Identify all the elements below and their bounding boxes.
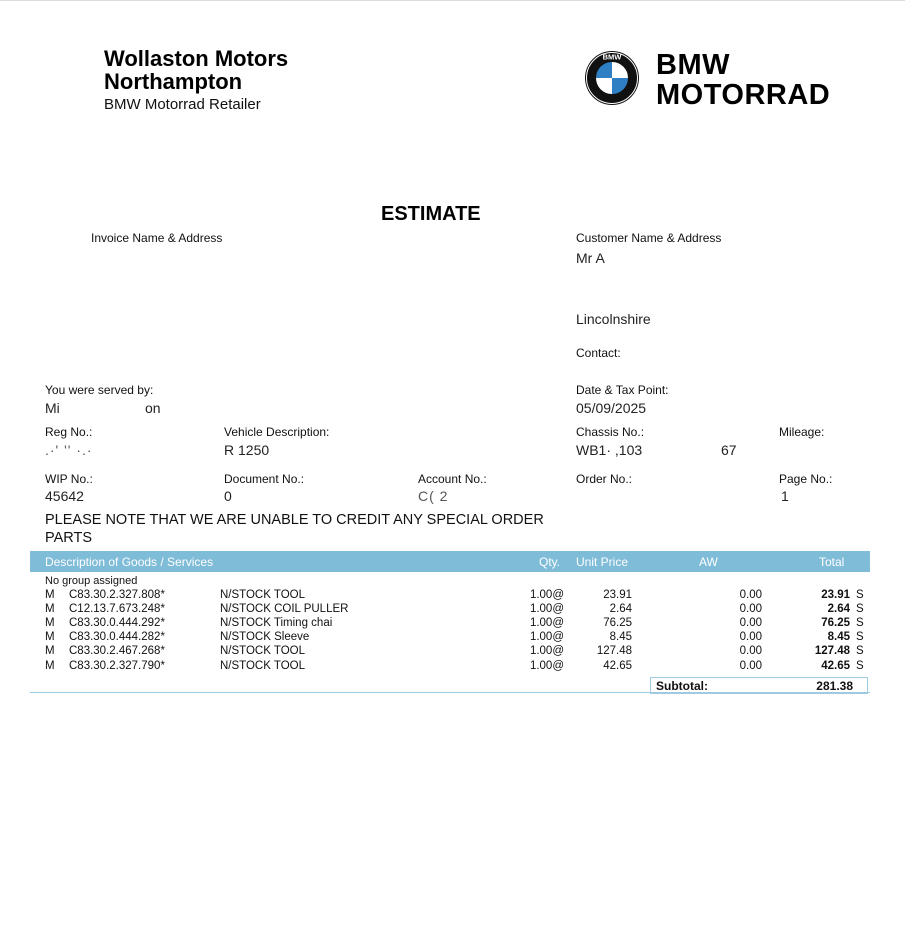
- reg-value: .·' '' ·.·: [45, 442, 93, 458]
- row-unit-price: 8.45: [609, 631, 632, 643]
- reg-label: Reg No.:: [45, 425, 93, 439]
- row-type: M: [45, 660, 55, 672]
- row-unit-price: 23.91: [603, 589, 632, 601]
- row-description: N/STOCK TOOL: [220, 589, 305, 601]
- items-table-header: [30, 551, 870, 572]
- customer-name: Mr A: [576, 250, 605, 266]
- top-border: [0, 0, 905, 1]
- header-aw: AW: [699, 555, 718, 569]
- row-part-no: C83.30.2.327.808*: [69, 589, 165, 601]
- row-vat-code: S: [856, 631, 864, 643]
- dealer-name-line1: Wollaston Motors: [104, 46, 289, 71]
- row-unit-price: 127.48: [596, 645, 632, 657]
- vehicle-value: R 1250: [224, 442, 270, 458]
- row-aw: 0.00: [739, 631, 762, 643]
- chassis-value: WB1· ,103: [576, 442, 643, 458]
- row-total: 8.45: [827, 631, 850, 643]
- row-aw: 0.00: [739, 645, 762, 657]
- row-description: N/STOCK Timing chai: [220, 617, 333, 629]
- chassis-value-tail: 67: [721, 442, 737, 458]
- chassis-label: Chassis No.:: [576, 425, 645, 439]
- row-total: 2.64: [827, 603, 850, 615]
- row-vat-code: S: [856, 603, 864, 615]
- table-row: [0, 603, 905, 617]
- document-title: ESTIMATE: [381, 203, 481, 225]
- account-value: C( 2: [418, 488, 449, 504]
- row-unit-price: 2.64: [609, 603, 632, 615]
- header-unit-price: Unit Price: [576, 555, 629, 569]
- dealer-subtitle: BMW Motorrad Retailer: [104, 96, 261, 113]
- row-total: 127.48: [814, 645, 850, 657]
- row-unit-price: 42.65: [603, 660, 632, 672]
- row-aw: 0.00: [739, 603, 762, 615]
- row-aw: 0.00: [739, 660, 762, 672]
- row-part-no: C83.30.2.327.790*: [69, 660, 165, 672]
- row-type: M: [45, 645, 55, 657]
- row-total: 76.25: [821, 617, 850, 629]
- row-type: M: [45, 589, 55, 601]
- row-total: 42.65: [821, 660, 850, 672]
- row-vat-code: S: [856, 660, 864, 672]
- customer-address-label: Customer Name & Address: [576, 231, 722, 245]
- served-by-label: You were served by:: [45, 383, 154, 397]
- row-aw: 0.00: [739, 589, 762, 601]
- page-value: 1: [781, 488, 789, 504]
- row-part-no: C83.30.0.444.282*: [69, 631, 165, 643]
- row-type: M: [45, 617, 55, 629]
- date-value: 05/09/2025: [576, 400, 647, 416]
- row-description: N/STOCK Sleeve: [220, 631, 310, 643]
- table-row: [0, 589, 905, 603]
- row-qty: 1.00@: [529, 603, 564, 615]
- row-vat-code: S: [856, 617, 864, 629]
- row-qty: 1.00@: [529, 660, 564, 672]
- bmw-roundel-letters: BMW: [602, 52, 622, 62]
- row-qty: 1.00@: [529, 617, 564, 629]
- subtotal-box: [650, 677, 868, 694]
- wip-label: WIP No.:: [45, 472, 93, 486]
- notice-line1: PLEASE NOTE THAT WE ARE UNABLE TO CREDIT ANY SPECIAL ORDER: [45, 512, 544, 528]
- served-by-value-tail: on: [145, 400, 161, 416]
- table-row: [0, 645, 905, 659]
- table-row: [0, 617, 905, 631]
- document-no-value: 0: [224, 488, 232, 504]
- row-type: M: [45, 631, 55, 643]
- row-unit-price: 76.25: [603, 617, 632, 629]
- mileage-label: Mileage:: [779, 425, 825, 439]
- notice-line2: PARTS: [45, 530, 93, 546]
- subtotal-value: 281.38: [816, 679, 853, 693]
- row-vat-code: S: [856, 589, 864, 601]
- account-label: Account No.:: [418, 472, 487, 486]
- row-description: N/STOCK TOOL: [220, 645, 305, 657]
- wip-value: 45642: [45, 488, 84, 504]
- row-description: N/STOCK TOOL: [220, 660, 305, 672]
- subtotal-label: Subtotal:: [656, 679, 708, 693]
- header-description: Description of Goods / Services: [45, 555, 214, 569]
- invoice-address-label: Invoice Name & Address: [91, 231, 223, 245]
- row-part-no: C12.13.7.673.248*: [69, 603, 165, 615]
- customer-county: Lincolnshire: [576, 311, 651, 327]
- row-total: 23.91: [821, 589, 850, 601]
- row-vat-code: S: [856, 645, 864, 657]
- group-label: No group assigned: [45, 575, 138, 587]
- row-qty: 1.00@: [529, 645, 564, 657]
- row-aw: 0.00: [739, 617, 762, 629]
- dealer-name-line2: Northampton: [104, 69, 243, 94]
- row-qty: 1.00@: [529, 589, 564, 601]
- row-type: M: [45, 603, 55, 615]
- row-part-no: C83.30.0.444.292*: [69, 617, 165, 629]
- served-by-value: Mi: [45, 400, 60, 416]
- row-qty: 1.00@: [529, 631, 564, 643]
- page-label: Page No.:: [779, 472, 833, 486]
- table-row: [0, 631, 905, 645]
- order-label: Order No.:: [576, 472, 633, 486]
- contact-label: Contact:: [576, 346, 621, 360]
- row-part-no: C83.30.2.467.268*: [69, 645, 165, 657]
- brand-line2: MOTORRAD: [656, 79, 831, 111]
- header-total: Total: [819, 555, 845, 569]
- document-no-label: Document No.:: [224, 472, 305, 486]
- bmw-roundel-logo: [584, 50, 640, 106]
- vehicle-label: Vehicle Description:: [224, 425, 330, 439]
- table-row: [0, 660, 905, 674]
- date-label: Date & Tax Point:: [576, 383, 669, 397]
- row-description: N/STOCK COIL PULLER: [220, 603, 349, 615]
- brand-line1: BMW: [656, 49, 730, 81]
- header-qty: Qty.: [539, 555, 561, 569]
